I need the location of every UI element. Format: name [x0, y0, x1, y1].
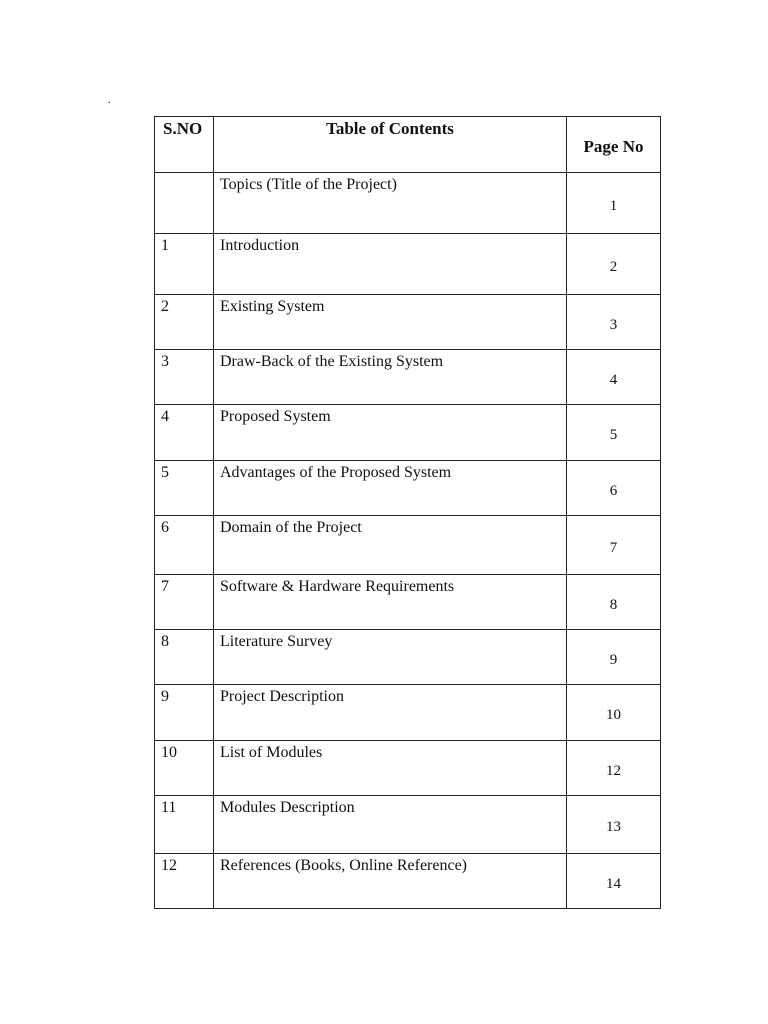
topic-cell: Domain of the Project — [214, 516, 567, 575]
page-cell: 5 — [567, 405, 661, 461]
sno-cell: 8 — [155, 630, 214, 685]
sno-cell — [155, 173, 214, 234]
sno-cell: 2 — [155, 295, 214, 350]
sno-cell: 7 — [155, 575, 214, 630]
topic-cell: Advantages of the Proposed System — [214, 461, 567, 516]
sno-cell: 12 — [155, 854, 214, 909]
table-row — [155, 350, 661, 405]
header-row — [155, 117, 661, 173]
topic-cell: Topics (Title of the Project) — [214, 173, 567, 234]
table-row — [155, 575, 661, 630]
table-row — [155, 741, 661, 796]
sno-cell: 6 — [155, 516, 214, 575]
sno-cell: 4 — [155, 405, 214, 461]
topic-cell: Proposed System — [214, 405, 567, 461]
topic-cell: Project Description — [214, 685, 567, 741]
page-cell: 13 — [567, 796, 661, 854]
sno-cell: 1 — [155, 234, 214, 295]
topic-cell: References (Books, Online Reference) — [214, 854, 567, 909]
stray-mark: . — [108, 95, 111, 106]
table-row — [155, 516, 661, 575]
page-cell: 4 — [567, 350, 661, 405]
page-cell: 6 — [567, 461, 661, 516]
page-cell: 9 — [567, 630, 661, 685]
sno-cell: 11 — [155, 796, 214, 854]
table-row — [155, 173, 661, 234]
topic-cell: List of Modules — [214, 741, 567, 796]
topic-cell: Software & Hardware Requirements — [214, 575, 567, 630]
sno-cell: 10 — [155, 741, 214, 796]
header-page-no: Page No — [567, 117, 661, 173]
sno-cell: 3 — [155, 350, 214, 405]
page-cell: 14 — [567, 854, 661, 909]
topic-cell: Existing System — [214, 295, 567, 350]
sno-cell: 9 — [155, 685, 214, 741]
table-row — [155, 796, 661, 854]
topic-cell: Draw-Back of the Existing System — [214, 350, 567, 405]
header-sno: S.NO — [155, 117, 214, 173]
table-row — [155, 405, 661, 461]
sno-cell: 5 — [155, 461, 214, 516]
header-title: Table of Contents — [214, 117, 567, 173]
page-cell: 3 — [567, 295, 661, 350]
table-of-contents — [154, 116, 661, 909]
table-row — [155, 234, 661, 295]
topic-cell: Literature Survey — [214, 630, 567, 685]
page-cell: 2 — [567, 234, 661, 295]
topic-cell: Introduction — [214, 234, 567, 295]
page-cell: 12 — [567, 741, 661, 796]
page-cell: 7 — [567, 516, 661, 575]
table-row — [155, 295, 661, 350]
page-cell: 10 — [567, 685, 661, 741]
table-row — [155, 461, 661, 516]
table-row — [155, 630, 661, 685]
page-cell: 8 — [567, 575, 661, 630]
table-row — [155, 854, 661, 909]
topic-cell: Modules Description — [214, 796, 567, 854]
table-row — [155, 685, 661, 741]
page-cell: 1 — [567, 173, 661, 234]
